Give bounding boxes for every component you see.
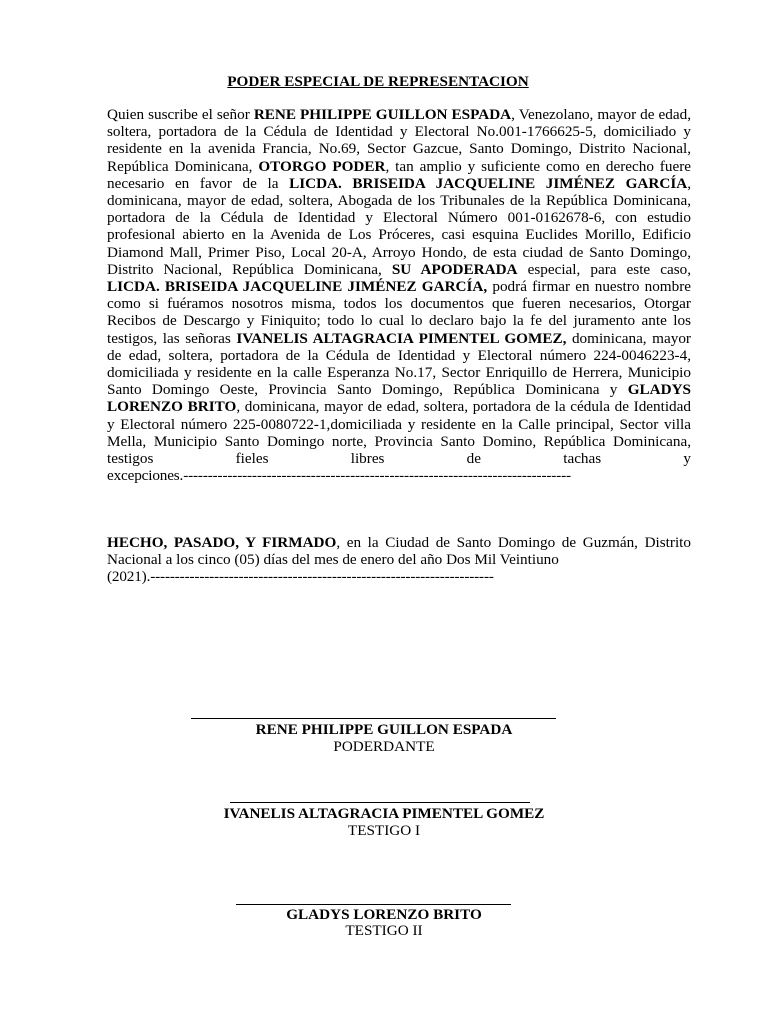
grantor-name: RENE PHILIPPE GUILLON ESPADA <box>253 106 512 123</box>
signature-line <box>230 802 530 803</box>
body-closing-dashes: excepciones.------------------------------------------------------------------------------- <box>107 467 571 485</box>
body-text: , Venezolano, mayor de edad, soltera, portadora de la Cédula de Identidad y Electoral No.001-1766625-5, domiciliado y residente en la avenida Francia, No.69, Sector Gazcue, Santo Domingo, Distrito Nacional, República Dominicana, <box>107 106 691 175</box>
closing-paragraph <box>107 534 691 586</box>
signature-line <box>236 904 511 905</box>
body-text: , dominicana, mayor de edad, soltera, Abogada de los Tribunales de la República Dominicana, portadora de la Cédula de Identidad y Electoral Número 001-0162678-6, con estudio profesional abierto en la Avenida de Los Próceres, casi esquina Euclides Morillo, Edificio Diamond Mall, Primer Piso, Local 20-A, Arroyo Hondo, de esta ciudad de Santo Domingo, Distrito Nacional, República Dominicana, <box>107 174 691 278</box>
signature-role: PODERDANTE <box>333 738 435 755</box>
body-text: dominicana, mayor de edad, soltera, portadora de la Cédula de Identidad y Electoral número 224-0046223-4, domiciliada y residente en la calle Esperanza No.17, Sector Enriquillo de Herrera, Municipio Santo Domingo Oeste, Provincia Santo Domingo, República Dominicana y <box>107 329 691 399</box>
closing-date-dashes: (2021).---------------------------------------------------------------------- <box>107 568 494 586</box>
signature-role: TESTIGO II <box>345 922 423 939</box>
attorney-role: SU APODERADA <box>391 260 518 278</box>
signature-name: IVANELIS ALTAGRACIA PIMENTEL GOMEZ <box>223 805 545 822</box>
body-text: , dominicana, mayor de edad, soltera, portadora de la cédula de Identidad y Electoral número 225-0080722-1,domiciliada y residente en la Calle principal, Sector villa Mella, Municipio Santo Domingo norte, Provincia Santo Domino, República Dominicana, testigos fieles libres de tachas y <box>107 398 691 468</box>
body-text: especial, para este caso, <box>517 260 691 278</box>
body-text: podrá firmar en nuestro nombre como si fuéramos nosotros misma, todos los documentos que fueren necesarios, Otorgar Recibos de Descargo y Finiquito; todo lo cual lo declaro bajo la fe del juramento ante los testigos, las señoras <box>107 278 691 347</box>
document-title: PODER ESPECIAL DE REPRESENTACION <box>227 73 529 90</box>
body-paragraph <box>107 106 691 484</box>
attorney-name-repeat: LICDA. BRISEIDA JACQUELINE JIMÉNEZ GARCÍA, <box>107 278 488 296</box>
signature-name: GLADYS LORENZO BRITO <box>286 906 482 923</box>
witness-two-name: GLADYS LORENZO BRITO <box>107 381 691 416</box>
closing-heading: HECHO, PASADO, Y FIRMADO <box>107 534 337 551</box>
signature-line <box>191 718 556 719</box>
signature-role: TESTIGO I <box>347 822 421 839</box>
signature-name: RENE PHILIPPE GUILLON ESPADA <box>255 721 513 738</box>
body-text: Quien suscribe el señor <box>107 106 254 123</box>
witness-one-name: IVANELIS ALTAGRACIA PIMENTEL GOMEZ, <box>236 329 567 347</box>
body-text: , tan amplio y suficiente como en derecho fuere necesario en favor de la <box>107 157 691 192</box>
attorney-name: LICDA. BRISEIDA JACQUELINE JIMÉNEZ GARCÍA <box>289 174 688 192</box>
closing-text: , en la Ciudad de Santo Domingo de Guzmán, Distrito Nacional a los cinco (05) días del mes de enero del año Dos Mil Veintiuno <box>107 534 691 569</box>
grant-phrase: OTORGO PODER <box>258 157 386 175</box>
